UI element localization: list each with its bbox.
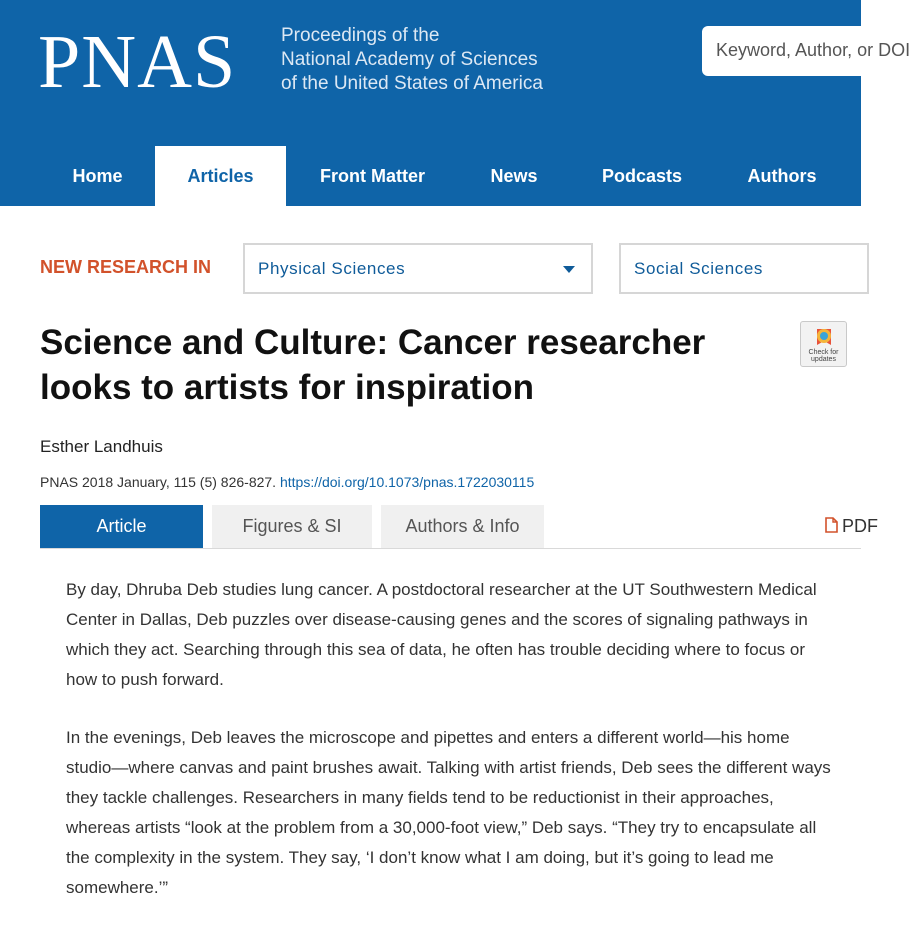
check-updates-icon [814, 326, 834, 348]
check-for-updates-badge[interactable] [800, 321, 847, 367]
new-research-label: NEW RESEARCH IN [40, 257, 212, 277]
nav-item-articles[interactable]: Articles [155, 146, 286, 206]
physical-sciences-select[interactable] [243, 243, 593, 294]
nav-item-home[interactable]: Home [72, 166, 123, 186]
tab-article[interactable]: Article [40, 505, 203, 548]
nav-item-news[interactable]: News [490, 166, 538, 186]
nav-item-authors[interactable]: Authors [747, 166, 817, 186]
pdf-file-icon [825, 517, 838, 533]
article-tabs [40, 505, 878, 549]
nav-item-podcasts[interactable]: Podcasts [601, 166, 683, 186]
article-title: Science and Culture: Cancer researcher looks to artists for inspiration [40, 323, 706, 407]
citation [40, 474, 534, 490]
chevron-down-icon [563, 266, 575, 273]
badge-label: Check for updates [808, 349, 839, 363]
tagline-line: Proceedings of the [281, 25, 440, 46]
select-value: Physical Sciences [258, 259, 406, 278]
main-nav [0, 146, 861, 206]
pnas-logo[interactable]: PNAS [38, 20, 237, 104]
nav-item-front-matter[interactable]: Front Matter [320, 166, 425, 186]
pdf-link[interactable] [825, 505, 878, 548]
author-name[interactable]: Esther Landhuis [40, 437, 163, 456]
article-body [66, 575, 836, 931]
social-sciences-select[interactable] [619, 243, 869, 294]
tab-authors-info[interactable]: Authors & Info [381, 505, 544, 548]
tagline-line: National Academy of Sciences [281, 49, 538, 70]
body-paragraph: By day, Dhruba Deb studies lung cancer. A postdoctoral researcher at the UT Southwestern Medical Center in Dallas, Deb puzzles over disease-causing genes and the scores of signaling pathways in which they act. Searching through this sea of data, he often has trouble deciding where to focus or how to push forward. [66, 580, 817, 689]
body-paragraph: In the evenings, Deb leaves the microscope and pipettes and enters a different world—his home studio—where canvas and paint brushes await. Talking with artist friends, Deb sees the different ways they tackle challenges. Researchers in many fields tend to be reductionist in their approaches, whereas artists “look at the problem from a 30,000-foot view,” Deb says. “They try to encapsulate all the complexity in the system. They say, ‘I don’t know what I am doing, but it’s going to lead me somewhere.’” [66, 728, 831, 897]
search-input[interactable]: Keyword, Author, or DOI [702, 26, 882, 76]
site-tagline [281, 24, 543, 96]
site-header [0, 0, 910, 206]
citation-text: PNAS 2018 January, 115 (5) 826-827. [40, 474, 277, 490]
tagline-line: of the United States of America [281, 73, 543, 94]
pdf-label: PDF [842, 516, 878, 536]
tab-figures-si[interactable]: Figures & SI [212, 505, 372, 548]
select-value: Social Sciences [634, 259, 764, 278]
doi-link[interactable]: https://doi.org/10.1073/pnas.1722030115 [279, 474, 535, 490]
